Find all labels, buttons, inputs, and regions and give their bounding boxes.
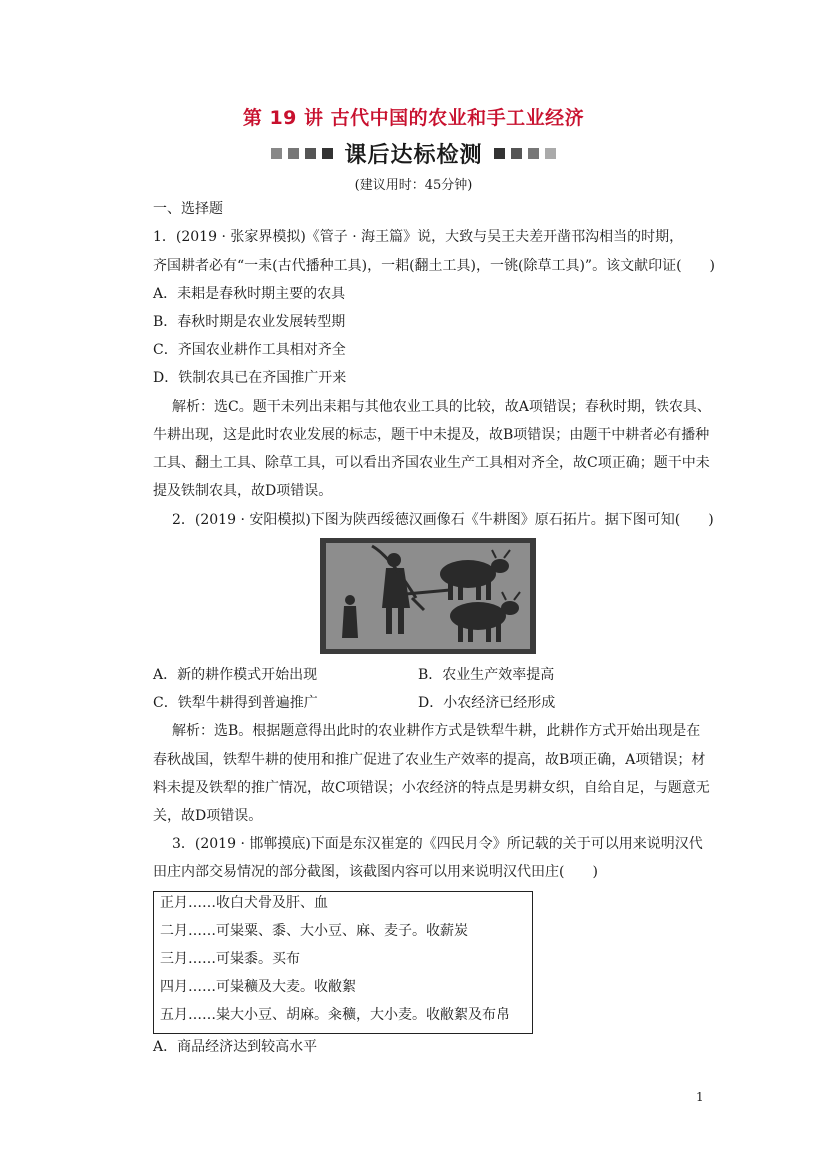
q1-option-b: B．春秋时期是农业发展转型期 <box>153 314 346 330</box>
decor-square <box>528 148 539 159</box>
q2-analysis-line: 春秋战国，铁犁牛耕的使用和推广促进了农业生产效率的提高，故B项正确，A项错误；材 <box>153 752 706 768</box>
decor-square <box>545 148 556 159</box>
q1-option-c: C．齐国农业耕作工具相对齐全 <box>153 342 346 358</box>
q3-option-a: A．商品经济达到较高水平 <box>153 1039 318 1055</box>
q2-stem: 2．(2019 · 安阳模拟)下图为陕西绥德汉画像石《牛耕图》原石拓片。据下图可知( ) <box>172 512 714 528</box>
decor-square <box>271 148 282 159</box>
banner-title: 课后达标检测 <box>344 142 483 168</box>
decor-square <box>305 148 316 159</box>
q2-option-c: C．铁犁牛耕得到普遍推广 <box>153 695 318 711</box>
q1-stem-line: 齐国耕者必有“一耒(古代播种工具)，一耜(翻土工具)，一铫(除草工具)”。该文献印证( ) <box>153 258 716 274</box>
q2-option-b: B．农业生产效率提高 <box>418 667 555 683</box>
q2-analysis-line: 解析：选B。根据题意得出此时的农业耕作方式是铁犁牛耕，此耕作方式开始出现是在 <box>172 723 701 739</box>
q1-analysis-line: 工具、翻土工具、除草工具，可以看出齐国农业生产工具相对齐全，故C项正确；题干中未 <box>153 455 710 471</box>
decor-square <box>322 148 333 159</box>
q2-option-d: D．小农经济已经形成 <box>418 695 556 711</box>
ox-plowing-rubbing-image <box>320 538 536 654</box>
record-row: 三月……可粜黍。买布 <box>160 951 300 967</box>
suggested-time: (建议用时：45分钟) <box>354 178 473 193</box>
record-row: 四月……可粜穬及大麦。收敝絮 <box>160 979 356 995</box>
q1-option-a: A．耒耜是春秋时期主要的农具 <box>153 286 346 302</box>
decor-square <box>494 148 505 159</box>
q3-stem-line: 3．(2019 · 邯郸摸底)下面是东汉崔寔的《四民月令》所记载的关于可以用来说明汉代 <box>172 836 703 852</box>
decor-square <box>288 148 299 159</box>
q1-analysis-line: 提及铁制农具，故D项错误。 <box>153 483 333 499</box>
monthly-records-box <box>153 891 533 1034</box>
q1-analysis-line: 解析：选C。题干未列出耒耜与其他农业工具的比较，故A项错误；春秋时期，铁农具、 <box>172 399 711 415</box>
section-heading: 一、选择题 <box>153 201 223 217</box>
page-number: 1 <box>696 1090 704 1104</box>
q1-analysis-line: 牛耕出现，这是此时农业发展的标志，题干中未提及，故B项错误；由题干中耕者必有播种 <box>153 427 710 443</box>
record-row: 五月……粜大小豆、胡麻。籴穬，大小麦。收敝絮及布帛 <box>160 1007 510 1023</box>
lesson-title: 第 19 讲 古代中国的农业和手工业经济 <box>242 107 585 129</box>
q1-stem-line: 1．(2019 · 张家界模拟)《管子 · 海王篇》说，大致与吴王夫差开凿邗沟相当的时期， <box>153 229 684 245</box>
record-row: 二月……可粜粟、黍、大小豆、麻、麦子。收薪炭 <box>160 923 468 939</box>
q3-stem-line: 田庄内部交易情况的部分截图，该截图内容可以用来说明汉代田庄( ) <box>153 864 598 880</box>
q2-option-a: A．新的耕作模式开始出现 <box>153 667 318 683</box>
record-row: 正月……收白犬骨及肝、血 <box>160 895 328 911</box>
q2-analysis-line: 料未提及铁犁的推广情况，故C项错误；小农经济的特点是男耕女织，自给自足，与题意无 <box>153 780 710 796</box>
q2-analysis-line: 关，故D项错误。 <box>153 808 263 824</box>
q1-option-d: D．铁制农具已在齐国推广开来 <box>153 370 347 386</box>
section-banner <box>0 138 827 168</box>
decor-square <box>511 148 522 159</box>
